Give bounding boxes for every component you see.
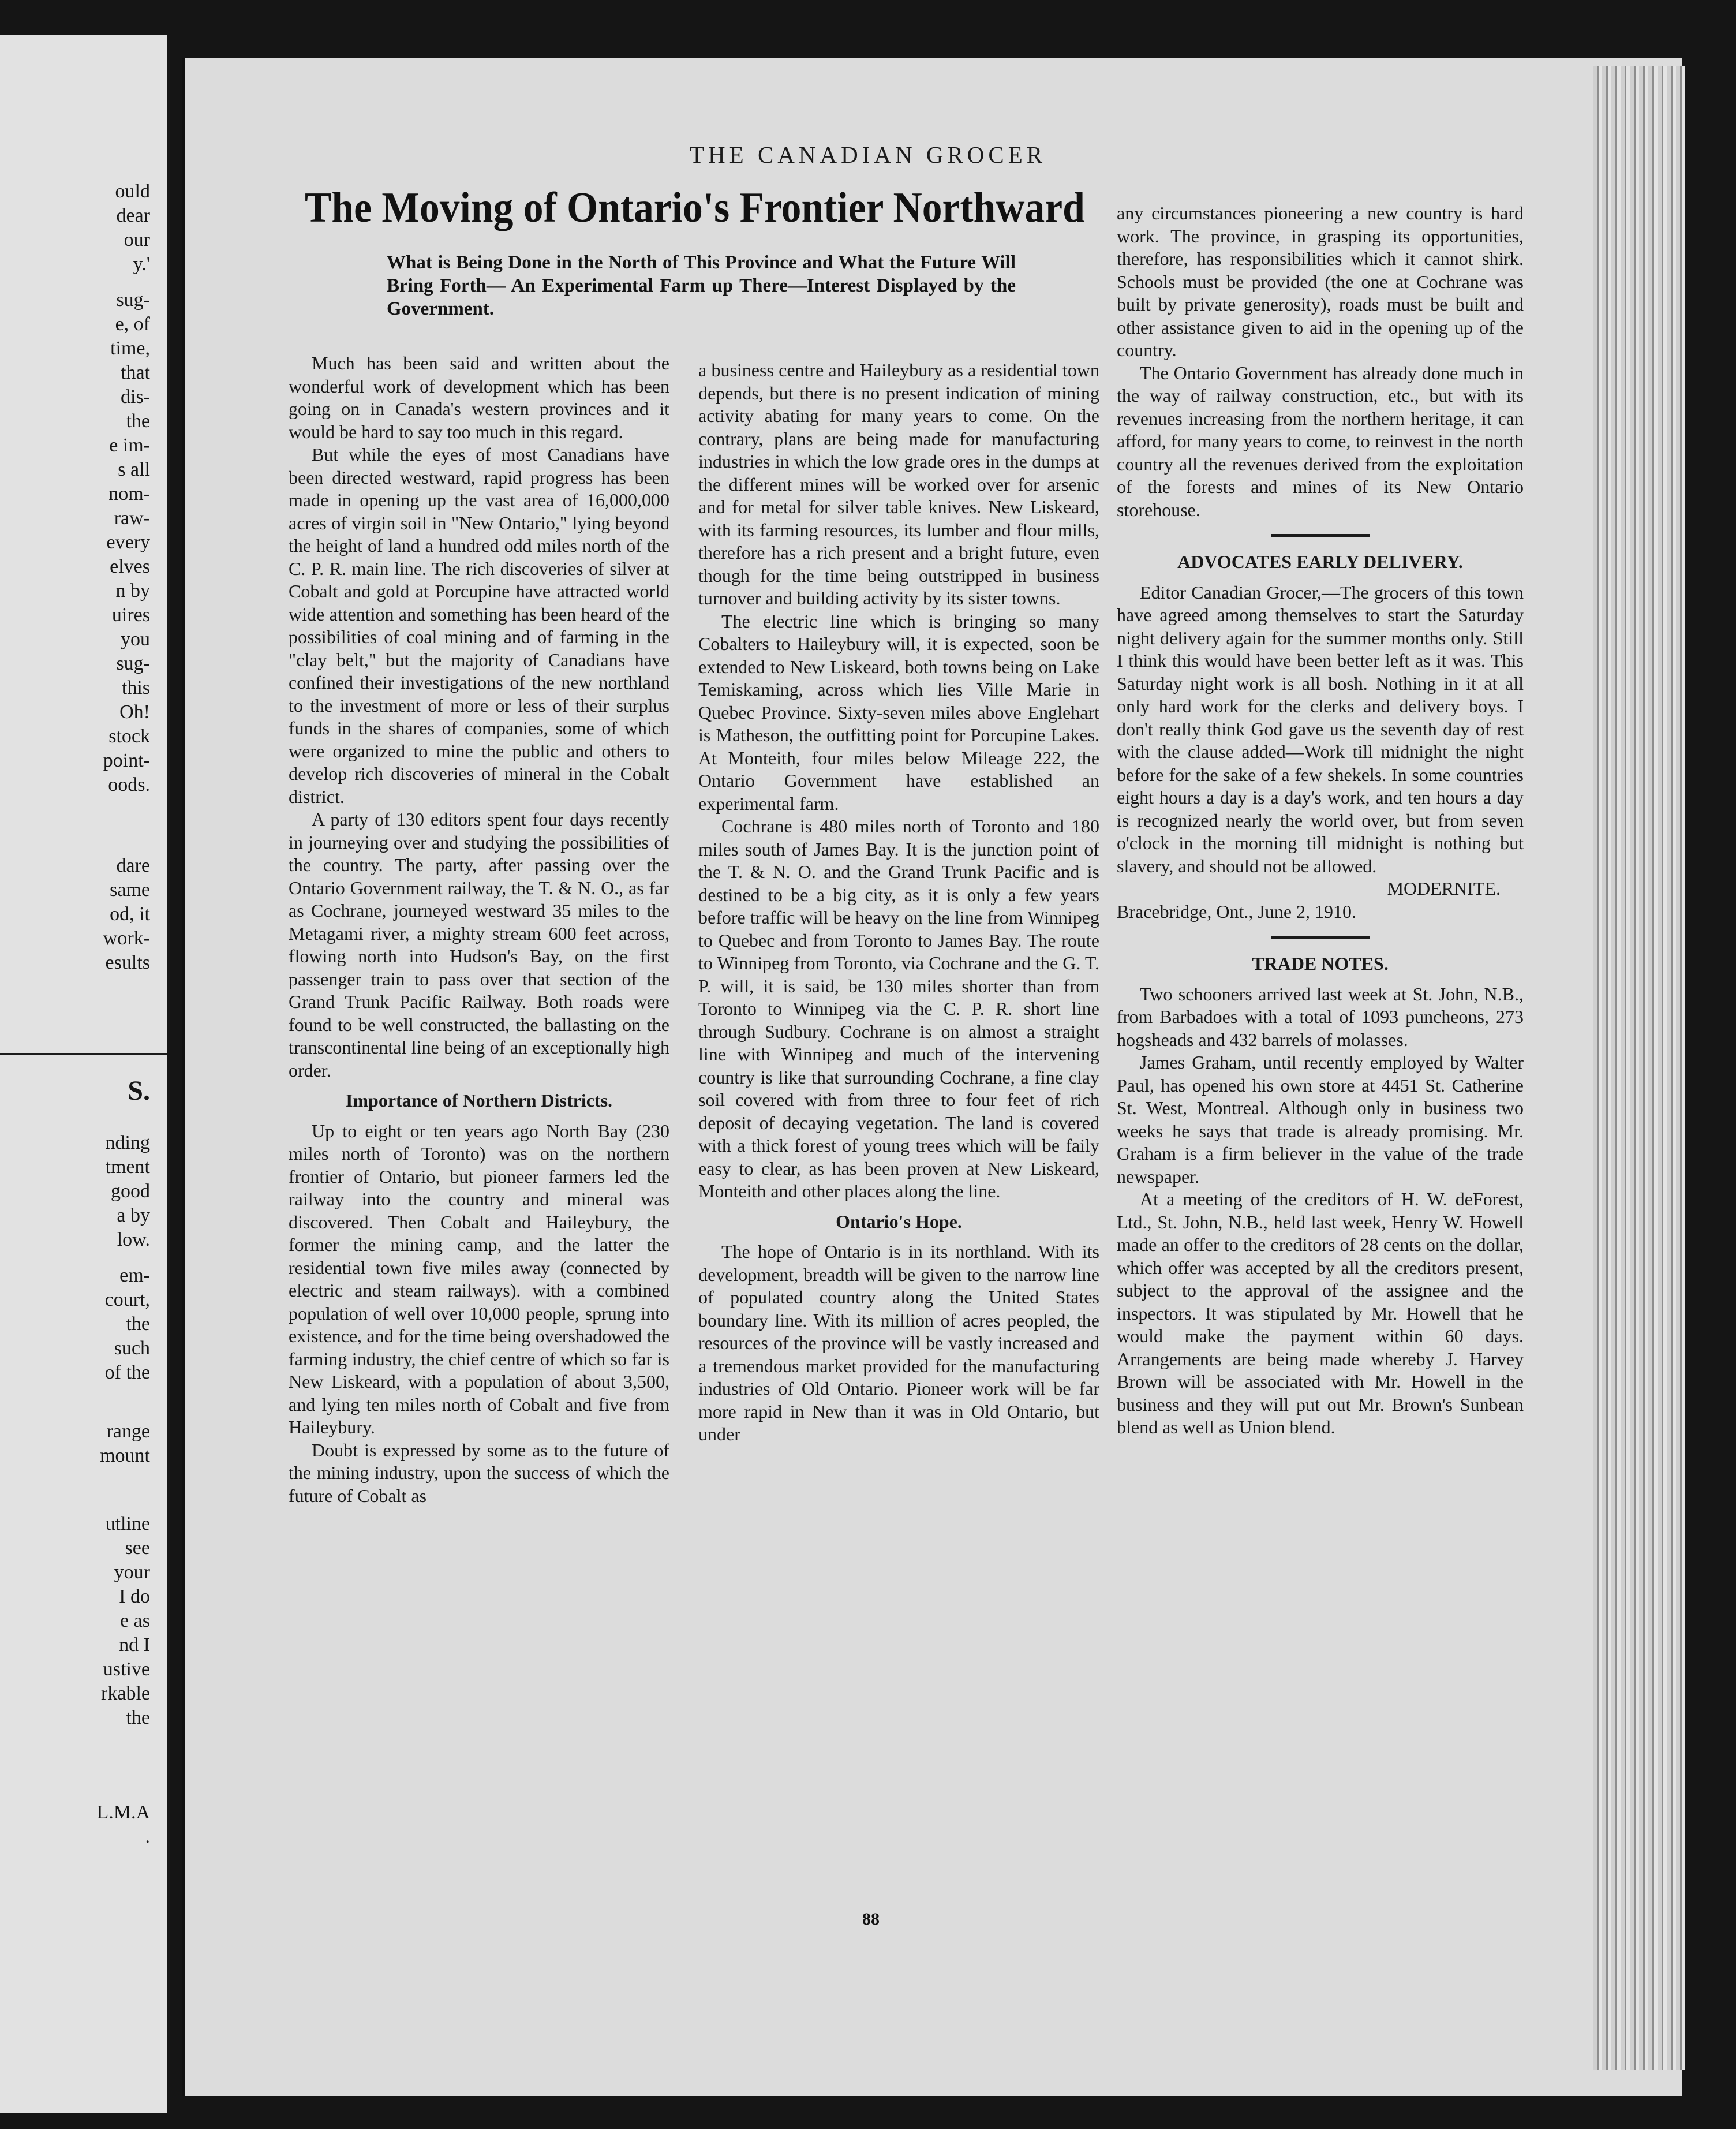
prev-line: od, it [110, 903, 150, 925]
prev-line: e im- [109, 435, 150, 456]
paragraph: Cochrane is 480 miles north of Toronto and 180 miles south of James Bay. It is the junction point of the T. & N. O. and the Grand Trunk Pacific and is destined to be a big city, as it is only a few years before traffic will be heavy on the line from Winnipeg to Quebec and from Toronto to James Bay. The route to Winnipeg from Toronto, via Cochrane and the G. T. P. will, it is said, be 130 miles shorter than from Toronto to Winnipeg via the C. P. R. short line through Sudbury. Cochrane is on almost a straight line with Winnipeg and much of the intervening country is like that surrounding Cochrane, a fine clay soil covered with from three to four feet of rich deposit of decaying vegetation. The land is covered with a thick forest of young trees which will be faily easy to clear, as has been proven at New Liskeard, Monteith and other places along the line. [698, 816, 1099, 1201]
prev-line: ould [115, 181, 150, 202]
paragraph: any circumstances pioneering a new country is hard work. The province, in grasping its opportunities, therefore, has responsibilities which it cannot shirk. Schools must be provided (the one at Cochrane was built by private generosity), roads must be built and other assistance given to aid in the opening up of the country. [1117, 203, 1524, 360]
prev-line: s all [118, 459, 150, 480]
letter-body: Editor Canadian Grocer,—The grocers of this town have agreed among themselves to start the Saturday night delivery again for the summer months only. Still I think this would have been better left as it was. This Saturday night work is all bosh. Nothing in it at all only hard work for the clerks and delivery boys. I don't really think God gave us the seventh day of rest with the clause added—Work till midnight the night before for the sake of a few shekels. In some countries eight hours a day is a day's work, and ten hours a day is recognized nearly the world over, but from seven o'clock in the morning till midnight is nothing but slavery, and should not be allowed. [1117, 581, 1524, 876]
prev-line: your [114, 1562, 150, 1583]
prev-line: uires [111, 604, 150, 626]
prev-line: dear [116, 205, 150, 226]
paragraph: a business centre and Haileybury as a residential town depends, but there is no present indication of mining activity abating for many years to come. On the contrary, plans are being made for manufacturing industries in which the low grade ores in the dumps at the different mines will be worked over for arsenic and for metal for silver table knives. New Liskeard, with its farming resources, its lumber and flour mills, therefore has a rich present and a bright future, even though for the time being outstripped in business turnover and building activity by its sister towns. [698, 360, 1099, 608]
prev-line: esults [105, 952, 150, 973]
prev-line: raw- [114, 507, 150, 529]
section-heading-importance: Importance of Northern Districts. [345, 1090, 613, 1111]
prev-line: see [125, 1537, 150, 1559]
prev-line: utline [105, 1513, 150, 1534]
prev-line: em- [119, 1265, 150, 1286]
page-edges [1593, 66, 1685, 2070]
prev-line: you [121, 629, 150, 650]
trade-note: James Graham, until recently employed by Walter Paul, has opened his own store at 4451 St. Catherine St. West, Montreal. Although only in business two weeks he says that trade is already promising. Mr. Graham is a firm believer in the value of the trade newspaper. [1117, 1052, 1524, 1187]
prev-rule [0, 1053, 167, 1055]
prev-line: court, [104, 1289, 150, 1310]
prev-line: elves [110, 556, 150, 577]
prev-line: . [145, 1826, 150, 1847]
paragraph: The electric line which is bringing so many Cobalters to Haileybury will, it is expected, soon be extended to New Liskeard, both towns being on Lake Temiskaming, across which lies Ville Marie in Quebec Province. Sixty-seven miles above Englehart is Matheson, the outfitting point for Porcupine Lakes. At Monteith, four miles below Mileage 222, the Ontario Government have established an experimental farm. [698, 610, 1099, 814]
prev-line: n by [115, 580, 150, 602]
prev-line: dare [116, 855, 150, 876]
section-heading-hope: Ontario's Hope. [836, 1211, 962, 1232]
prev-line: L.M.A [96, 1802, 150, 1823]
prev-line: y.' [133, 253, 150, 275]
paragraph: A party of 130 editors spent four days recently in journeying over and studying the possibilities of the country. The party, after passing over the Ontario Government railway, the T. & N. O., as far as Cochrane, journeyed westward 35 miles to the Metagami river, a mighty stream 600 feet across, flowing north into Hudson's Bay, on the first passenger train to pass over that section of the Grand Trunk Pacific Railway. Both roads were found to be well constructed, the ballasting on the transcontinental line being of an exceptionally high order. [289, 809, 669, 1081]
prev-line: the [126, 1313, 150, 1335]
prev-line: ustive [103, 1659, 150, 1680]
letter-dateline: Bracebridge, Ont., June 2, 1910. [1117, 901, 1357, 922]
prev-line: the [126, 410, 150, 432]
prev-line: such [114, 1338, 150, 1359]
prev-line: nd I [119, 1634, 150, 1656]
paragraph: Doubt is expressed by some as to the future of the mining industry, upon the success of which the future of Cobalt as [289, 1439, 669, 1506]
prev-line: of the [104, 1362, 150, 1383]
prev-line: stock [108, 726, 150, 747]
paragraph: Much has been said and written about the wonderful work of development which has been going on in Canada's western provinces and it would be hard to say too much in this regard. [289, 353, 669, 442]
prev-line: a by [117, 1205, 150, 1226]
prev-line: same [110, 879, 150, 901]
article-title: The Moving of Ontario's Frontier Northward [305, 184, 1085, 231]
prev-line: sug- [116, 289, 150, 311]
prev-line: S. [128, 1075, 150, 1106]
paragraph: But while the eyes of most Canadians have been directed westward, rapid progress has been made in opening up the vast area of 16,000,000 acres of virgin soil in "New Ontario," lying beyond the height of land a hundred odd miles north of the C. P. R. main line. The rich discoveries of silver at Cobalt and gold at Porcupine have attracted world wide attention and something has been heard of the possibilities of coal mining and of farming in the "clay belt," but the majority of Canadians have confined their investigations of the new northland to the investment of more or less of their surplus funds in the shares of companies, some of which were organized to mine the public and others to develop rich discoveries of mineral in the Cobalt district. [289, 444, 669, 807]
prev-line: oods. [108, 774, 150, 795]
letter-heading: ADVOCATES EARLY DELIVERY. [1177, 551, 1463, 572]
previous-page-fragment [0, 35, 167, 2113]
prev-line: rkable [101, 1683, 150, 1704]
prev-line: our [124, 229, 150, 251]
letter-signature: MODERNITE. [1387, 878, 1501, 899]
article-subtitle: What is Being Done in the North of This Province and What the Future Will Bring Forth— An Experimental Farm up There—Interest Displayed by the Government. [387, 252, 1016, 319]
section-divider [1271, 936, 1370, 939]
column-1 [289, 352, 669, 1507]
paragraph: Up to eight or ten years ago North Bay (230 miles north of Toronto) was on the northern frontier of Ontario, but pioneer farmers led the railway into the country and mineral was discovered. Then Cobalt and Haileybury, the former the mining camp, and the latter the residential town five miles away (connected by electric and steam railways). with a combined population of well over 10,000 people, sprung into existence, and for the time being overshadowed the farming industry, the chief centre of which so far is New Liskeard, with a population of about 3,500, and lying ten miles north of Cobalt and five from Haileybury. [289, 1120, 669, 1437]
prev-line: this [121, 677, 150, 699]
prev-line: every [106, 532, 150, 553]
prev-line: low. [117, 1229, 150, 1250]
prev-line: mount [100, 1445, 150, 1466]
prev-line: time, [110, 338, 150, 359]
section-divider [1271, 534, 1370, 537]
trade-note: Two schooners arrived last week at St. John, N.B., from Barbadoes with a total of 1093 puncheons, 273 hogsheads and 432 barrels of molasses. [1117, 983, 1524, 1050]
trade-note: At a meeting of the creditors of H. W. deForest, Ltd., St. John, N.B., held last week, Henry W. Howell made an offer to the creditors of 28 cents on the dollar, which offer was accepted by all the creditors present, subject to the approval of the assignee and the inspectors. It was stipulated by Mr. Howell that he would make the payment within 60 days. Arrangements are being made whereby J. Harvey Brown will be associated with Mr. Howell in the business and they will put out Mr. Brown's Sunbean blend as well as Union blend. [1117, 1189, 1524, 1437]
prev-line: Oh! [119, 701, 150, 723]
prev-line: that [121, 362, 150, 383]
prev-line: work- [103, 928, 150, 949]
prev-line: e, of [115, 313, 150, 335]
page-number: 88 [862, 1910, 880, 1929]
prev-line: the [126, 1707, 150, 1728]
column-2 [698, 359, 1099, 1446]
paragraph: The hope of Ontario is in its northland. With its development, breadth will be given to the narrow line of populated country along the United States boundary line. With its million of acres peopled, the resources of the province will be vastly increased and a tremendous market provided for the manufacturing industries of Old Ontario. Pioneer work will be far more rapid in New than it was in Old Ontario, but under [698, 1241, 1099, 1444]
prev-line: nding [105, 1132, 150, 1153]
prev-line: e as [120, 1610, 150, 1631]
column-3 [1117, 202, 1524, 1439]
prev-line: dis- [121, 386, 150, 408]
running-head: THE CANADIAN GROCER [690, 141, 1047, 168]
prev-line: I do [119, 1586, 150, 1607]
prev-line: range [106, 1421, 150, 1442]
prev-line: point- [103, 750, 150, 771]
trade-notes-heading: TRADE NOTES. [1252, 953, 1389, 974]
prev-line: nom- [108, 483, 150, 505]
prev-line: sug- [116, 653, 150, 674]
paragraph: The Ontario Government has already done much in the way of railway construction, etc., but with its revenues increasing from the northern heritage, it can afford, for many years to come, to reinvest in the north country all the revenues derived from the exploitation of the forests and mines of its New Ontario storehouse. [1117, 362, 1524, 520]
prev-line: tment [105, 1156, 150, 1178]
prev-line: good [111, 1181, 150, 1202]
